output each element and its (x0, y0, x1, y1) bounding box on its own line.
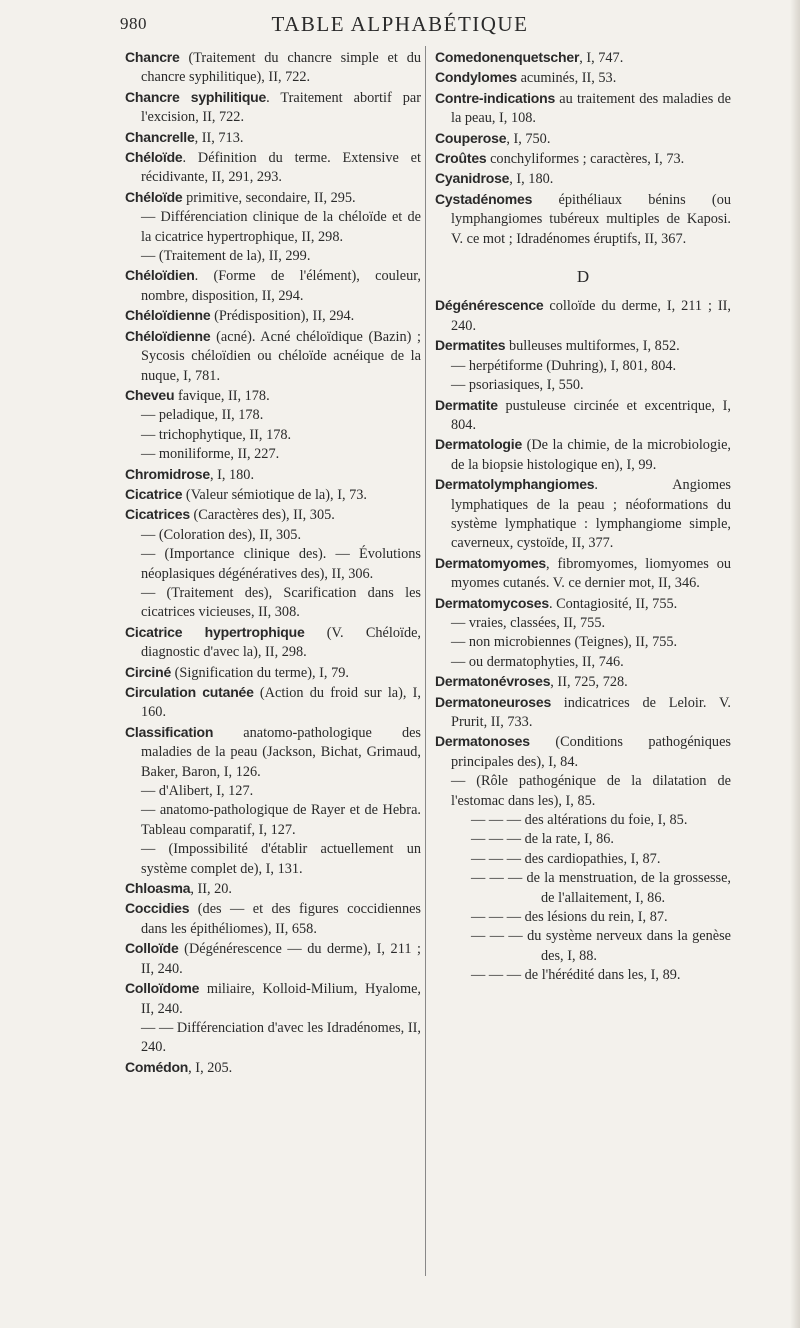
entry-text: , I, 747. (579, 50, 624, 66)
index-entry (435, 169, 731, 189)
entry-text: miliaire, Kolloid-Milium, Hyalome, II, 240. (141, 981, 421, 1017)
entry-headword: Coccidies (125, 900, 190, 917)
index-entry (435, 772, 731, 811)
right-column (435, 48, 731, 986)
entry-headword: Comédon (125, 1058, 189, 1075)
entry-headword: Colloïdome (125, 980, 200, 997)
entry-text: . (Forme de l'élément), couleur, nombre, disposition, II, 294. (141, 268, 421, 304)
index-entry (125, 545, 421, 584)
entry-headword: Circulation cutanée (125, 684, 254, 700)
entry-text: (Traitement des), Scarification dans les cicatrices vicieuses, II, 308. (141, 584, 421, 621)
entry-dash: — (141, 209, 156, 226)
entry-text: (Signification du terme), I, 79. (171, 664, 349, 681)
index-entry (435, 89, 731, 129)
index-entry (125, 208, 421, 247)
entry-dash: — — (141, 1019, 174, 1036)
index-entry (435, 966, 731, 985)
index-entry (435, 850, 731, 869)
entry-headword: Dermatomyomes (435, 554, 546, 571)
index-entry (435, 732, 731, 772)
index-entry (435, 336, 731, 356)
entry-headword: Cheveu (125, 386, 175, 403)
entry-dash: — (451, 634, 466, 651)
index-entry (435, 594, 731, 614)
entry-text: (des — et des figures coccidiennes dans les épithéliomes), II, 658. (141, 901, 421, 937)
index-entry (125, 426, 421, 445)
index-entry (125, 782, 421, 801)
entry-dash: — (451, 614, 466, 631)
entry-headword: Chloasma (125, 880, 191, 897)
entry-text: (Importance clinique des). — Évolutions néoplasiques dégénératives des), II, 306. (141, 546, 421, 582)
index-entry (435, 927, 731, 966)
entry-headword: Dermatomycoses (435, 594, 549, 611)
entry-text: (Dégénérescence — du derme), I, 211 ; II, 240. (141, 941, 421, 977)
entry-headword: Dermatite (435, 396, 498, 413)
entry-dash: — (451, 377, 466, 394)
entry-headword: Colloïde (125, 940, 179, 957)
entry-headword: Chéloïde (125, 188, 183, 205)
entry-text: d'Alibert, I, 127. (155, 783, 254, 800)
entry-text: conchyliformes ; caractères, I, 73. (486, 151, 685, 168)
entry-headword: Circiné (125, 663, 172, 680)
entry-text: non microbiennes (Teignes), II, 755. (465, 634, 678, 651)
index-entry (125, 623, 421, 663)
entry-dash: — (451, 773, 466, 790)
entry-dash: — — — (471, 831, 522, 848)
index-entry (435, 554, 731, 594)
index-entry (435, 396, 731, 436)
entry-text: (Conditions pathogéniques principales des), I, 84. (451, 734, 731, 770)
entry-text: (Prédisposition), II, 294. (210, 308, 355, 325)
entry-headword: Dégénérescence (435, 297, 544, 314)
entry-dash: — — — (471, 967, 522, 984)
entry-text: , fibromyomes, liomyomes ou myomes cutanés. V. ce dernier mot, II, 346. (451, 555, 731, 592)
index-entry (125, 879, 421, 899)
entry-text: primitive, secondaire, II, 295. (182, 189, 356, 206)
index-entry (435, 830, 731, 849)
index-entry (125, 148, 421, 188)
entry-text: Différenciation clinique de la chéloïde et de la cicatrice hypertrophique, II, 298. (141, 209, 421, 245)
page-edge (790, 0, 800, 1328)
entry-dash: — — — (471, 870, 523, 887)
index-entry (125, 979, 421, 1019)
index-entry (435, 908, 731, 927)
entry-headword: Cicatrice (125, 485, 183, 502)
index-entry (435, 614, 731, 633)
entry-dash: — (141, 546, 156, 563)
entry-text: (Impossibilité d'établir actuellement un système complet de), I, 131. (141, 841, 421, 877)
entry-headword: Chancrelle (125, 128, 195, 145)
page-header (0, 12, 800, 42)
entry-headword: Chéloïdienne (125, 307, 211, 324)
index-entry (125, 188, 421, 208)
entry-text: de la menstruation, de la grossesse, de l'allaitement, I, 86. (522, 870, 731, 906)
entry-text: , II, 713. (194, 129, 244, 146)
section-letter-d: D (576, 267, 590, 287)
entry-text: trichophytique, II, 178. (155, 426, 292, 443)
index-entry (125, 723, 421, 782)
entry-text: vraies, classées, II, 755. (465, 614, 606, 631)
index-entry (435, 693, 731, 733)
entry-dash: — (141, 407, 156, 424)
entry-text: de la rate, I, 86. (521, 831, 614, 848)
index-entry (435, 633, 731, 652)
entry-headword: Dermatoneuroses (435, 693, 552, 710)
index-entry (125, 306, 421, 326)
index-entry (435, 296, 731, 336)
index-entry (125, 584, 421, 623)
entry-text: colloïde du derme, I, 211 ; II, 240. (451, 298, 731, 334)
left-column (125, 48, 421, 1078)
entry-dash: — (141, 783, 156, 800)
entry-text: (Caractères des), II, 305. (189, 507, 335, 524)
entry-text: des lésions du rein, I, 87. (521, 909, 668, 926)
entry-dash: — (141, 446, 156, 463)
entry-text: . Angiomes lymphatiques de la peau ; néoformations du système lymphatique : lymphangiome simple, caverneux, cystoïde, II, 377. (451, 477, 731, 552)
entry-text: (Traitement de la), II, 299. (155, 248, 311, 265)
index-entry (435, 811, 731, 830)
entry-text: Différenciation d'avec les Idradénomes, II, 240. (141, 1019, 421, 1056)
entry-text: , I, 180. (209, 466, 255, 483)
entry-text: anatomo-pathologique de Rayer et de Hebra. Tableau comparatif, I, 127. (141, 802, 421, 838)
page-number: 980 (120, 14, 147, 33)
index-entry (435, 68, 731, 88)
entry-headword: Dermatolymphangiomes (435, 476, 595, 493)
entry-headword: Chéloïdienne (125, 327, 211, 344)
entry-text: des cardiopathies, I, 87. (521, 850, 661, 867)
entry-headword: Comedonenquetscher (435, 49, 580, 65)
entry-text: peladique, II, 178. (155, 407, 264, 424)
entry-text: , I, 205. (188, 1059, 233, 1076)
index-entry (435, 475, 731, 554)
index-entry (125, 1019, 421, 1058)
entry-text: du système nerveux dans la genèse des, I, 88. (522, 928, 731, 964)
entry-text: (Rôle pathogénique de la dilatation de l'estomac dans les), I, 85. (451, 773, 731, 809)
index-entry (435, 129, 731, 149)
entry-headword: Classification (125, 723, 214, 740)
index-entry (435, 672, 731, 692)
entry-text: (De la chimie, de la microbiologie, de la biopsie histologique en), I, 99. (451, 437, 731, 473)
index-entry (435, 435, 731, 475)
entry-dash: — — — (471, 909, 522, 926)
entry-text: . Traitement abortif par l'excision, II, 722. (141, 89, 421, 126)
entry-text: (Valeur sémiotique de la), I, 73. (182, 486, 367, 503)
index-entry (125, 386, 421, 406)
entry-headword: Cyanidrose (435, 170, 510, 187)
entry-text: de l'hérédité dans les, I, 89. (521, 967, 681, 984)
index-entry (435, 48, 731, 68)
entry-text: acuminés, II, 53. (517, 70, 617, 87)
entry-text: (Action du froid sur la), I, 160. (141, 685, 421, 721)
index-entry (125, 327, 421, 386)
index-entry (125, 801, 421, 840)
entry-text: herpétiforme (Duhring), I, 801, 804. (465, 357, 677, 374)
entry-text: épithéliaux bénins (ou lymphangiomes tubéreux multiples de Kaposi. V. ce mot ; Idradénomes éruptifs, II, 367. (451, 191, 731, 247)
index-entry (435, 653, 731, 672)
index-entry (125, 128, 421, 148)
entry-headword: Dermatites (435, 337, 506, 354)
entry-dash: — — — (471, 928, 523, 945)
entry-text: (Coloration des), II, 305. (155, 526, 302, 543)
entry-text: . Définition du terme. Extensive et récidivante, II, 291, 293. (141, 150, 421, 186)
index-entry (125, 683, 421, 723)
entry-dash: — — — (471, 812, 522, 829)
entry-headword: Chéloïdien (125, 267, 195, 284)
entry-headword: Chromidrose (125, 465, 210, 482)
entry-text: au traitement des maladies de la peau, I, 108. (451, 90, 731, 127)
entry-headword: Couperose (435, 129, 507, 146)
index-entry (435, 376, 731, 395)
entry-headword: Chancre (125, 49, 180, 65)
entry-text: , I, 750. (506, 130, 551, 147)
entry-text: (acné). Acné chéloïdique (Bazin) ; Sycosis chéloïdien ou chéloïde acnéique de la nuque, I, 781. (141, 328, 421, 384)
index-entry (125, 1058, 421, 1078)
entry-dash: — — — (471, 850, 522, 867)
entry-text: indicatrices de Leloir. V. Prurit, II, 733. (451, 694, 731, 730)
index-entry (125, 465, 421, 485)
index-entry (435, 357, 731, 376)
entry-text: , II, 20. (190, 881, 233, 898)
entry-headword: Contre-indications (435, 89, 556, 106)
index-entry (125, 406, 421, 425)
index-entry (125, 663, 421, 683)
entry-text: , II, 725, 728. (550, 674, 628, 691)
entry-headword: Chancre syphilitique (125, 88, 267, 105)
entry-dash: — (451, 357, 466, 374)
entry-dash: — (141, 802, 156, 819)
entry-headword: Dermatologie (435, 436, 523, 453)
entry-text: , I, 180. (509, 171, 554, 188)
index-entry (125, 899, 421, 939)
entry-headword: Croûtes (435, 150, 487, 167)
entry-text: psoriasiques, I, 550. (465, 377, 584, 394)
entry-headword: Dermatonévroses (435, 673, 551, 690)
entry-text: moniliforme, II, 227. (155, 446, 280, 463)
index-entry (125, 266, 421, 306)
index-entry (125, 445, 421, 464)
entry-headword: Chéloïde (125, 149, 183, 166)
entry-text: (V. Chéloïde, diagnostic d'avec la), II, 298. (141, 624, 422, 661)
index-entry (435, 869, 731, 908)
entry-headword: Cicatrices (125, 506, 190, 523)
entry-text: pustuleuse circinée et excentrique, I, 804. (451, 397, 731, 433)
entry-text: favique, II, 178. (174, 387, 270, 404)
entry-text: ou dermatophyties, II, 746. (465, 653, 624, 670)
entry-text: anatomo-pathologique des maladies de la peau (Jackson, Bichat, Grimaud, Baker, Baron, I, 126. (141, 724, 421, 780)
index-entry (125, 485, 421, 505)
entry-dash: — (451, 653, 466, 670)
index-entry (125, 526, 421, 545)
entry-text: des altérations du foie, I, 85. (521, 812, 688, 829)
index-entry (125, 840, 421, 879)
index-entry (125, 88, 421, 128)
index-entry (125, 939, 421, 979)
entry-dash: — (141, 248, 156, 265)
index-entry (435, 149, 731, 169)
entry-headword: Dermatonoses (435, 733, 530, 750)
index-entry (125, 48, 421, 88)
entry-text: (Traitement du chancre simple et du chancre syphilitique), II, 722. (141, 50, 421, 86)
entry-dash: — (141, 426, 156, 443)
entry-text: . Contagiosité, II, 755. (548, 595, 678, 612)
column-divider (425, 46, 426, 1276)
running-title: TABLE ALPHABÉTIQUE (271, 12, 529, 36)
entry-headword: Cystadénomes (435, 190, 533, 207)
entry-text: bulleuses multiformes, I, 852. (505, 338, 680, 355)
entry-headword: Cicatrice hypertrophique (125, 623, 305, 640)
index-entry (125, 247, 421, 266)
entry-headword: Condylomes (435, 69, 518, 86)
entry-dash: — (141, 584, 156, 601)
index-entry (435, 190, 731, 249)
index-entry (125, 505, 421, 525)
entry-dash: — (141, 526, 156, 543)
entry-dash: — (141, 841, 156, 858)
